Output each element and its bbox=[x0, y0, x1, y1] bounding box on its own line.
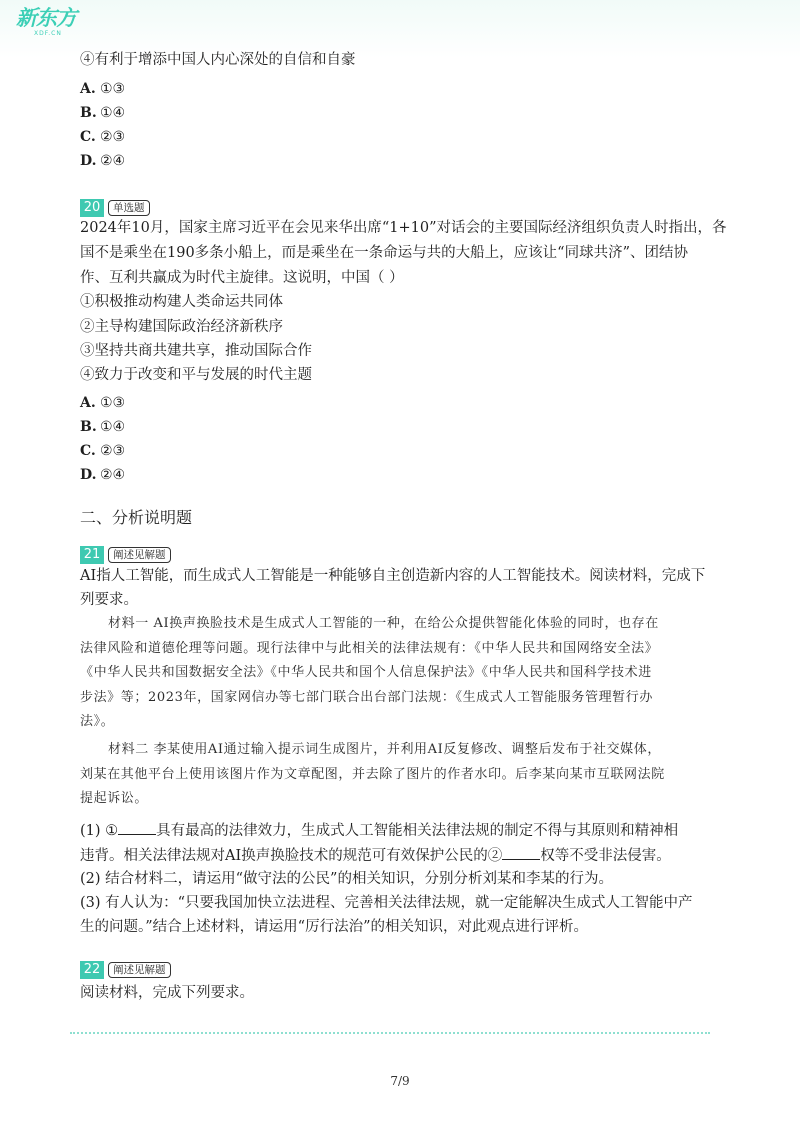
q19-option-c[interactable] bbox=[80, 127, 125, 147]
material2-line: 提起诉讼。 bbox=[80, 791, 149, 806]
q22-header bbox=[80, 961, 171, 979]
option-text: ②④ bbox=[100, 153, 126, 169]
material1-line: 材料一 AI换声换脸技术是生成式人工智能的一种，在给公众提供智能化体验的同时，也存在 bbox=[108, 616, 659, 631]
q20-header bbox=[80, 199, 150, 217]
q20-item: ④致力于改变和平与发展的时代主题 bbox=[80, 367, 312, 383]
q21-intro-line: 列要求。 bbox=[80, 592, 138, 608]
option-text: ①③ bbox=[100, 395, 126, 411]
q20-option-b[interactable] bbox=[80, 417, 125, 437]
sub-question-label: (1) ① bbox=[80, 823, 119, 839]
page-number: 7/9 bbox=[390, 1074, 410, 1088]
option-text: ②③ bbox=[100, 443, 126, 459]
q20-option-c[interactable] bbox=[80, 441, 125, 461]
sub-question-text: 违背。相关法律法规对AI换声换脸技术的规范可有效保护公民的② bbox=[80, 848, 503, 864]
q21-sub2: (2) 结合材料二，请运用“做守法的公民”的相关知识，分别分析刘某和李某的行为。 bbox=[80, 871, 613, 887]
answer-blank-2[interactable] bbox=[502, 845, 540, 860]
q19-item-4: ④有利于增添中国人内心深处的自信和自豪 bbox=[80, 52, 356, 68]
option-letter: A. bbox=[80, 395, 96, 411]
footer-divider bbox=[70, 1032, 710, 1034]
material2-line: 刘某在其他平台上使用该图片作为文章配图，并去除了图片的作者水印。后李某向某市互联网法院 bbox=[80, 767, 665, 782]
option-text: ②④ bbox=[100, 467, 126, 483]
brand-logo bbox=[16, 6, 76, 42]
section-title: 二、分析说明题 bbox=[80, 508, 193, 527]
sub-question-text: 具有最高的法律效力，生成式人工智能相关法律法规的制定不得与其原则和精神相 bbox=[156, 823, 679, 839]
q19-option-d[interactable] bbox=[80, 151, 125, 171]
q21-sub3-line: (3) 有人认为：“只要我国加快立法进程、完善相关法律法规，就一定能解决生成式人工智能中产 bbox=[80, 895, 693, 911]
q21-intro-line: AI指人工智能，而生成式人工智能是一种能够自主创造新内容的人工智能技术。阅读材料，完成下 bbox=[80, 568, 706, 584]
question-type-tag: 阐述见解题 bbox=[108, 962, 171, 978]
logo-text: 新东方 bbox=[16, 6, 76, 30]
option-letter: C. bbox=[80, 129, 96, 145]
material1-line: 《中华人民共和国数据安全法》《中华人民共和国个人信息保护法》《中华人民共和国科学技术进 bbox=[80, 665, 652, 680]
option-letter: C. bbox=[80, 443, 96, 459]
material2-line: 材料二 李某使用AI通过输入提示词生成图片，并利用AI反复修改、调整后发布于社交媒体， bbox=[108, 742, 661, 757]
q21-sub1-line1 bbox=[80, 820, 678, 841]
answer-blank-1[interactable] bbox=[118, 820, 156, 835]
logo-subtext: XDF.CN bbox=[34, 30, 62, 37]
question-type-tag: 单选题 bbox=[108, 200, 150, 216]
option-letter: D. bbox=[80, 153, 97, 169]
q20-stem-line: 2024年10月，国家主席习近平在会见来华出席“1+10”对话会的主要国际经济组织负责人时指出，各 bbox=[80, 220, 727, 236]
q19-option-b[interactable] bbox=[80, 103, 125, 123]
material1-line: 法》。 bbox=[80, 714, 115, 729]
material1-line: 步法》等；2023年，国家网信办等七部门联合出台部门法规：《生成式人工智能服务管理暂行办 bbox=[80, 690, 653, 705]
option-text: ①④ bbox=[100, 419, 126, 435]
q20-stem-line: 作、互利共赢成为时代主旋律。这说明，中国（ ） bbox=[80, 270, 404, 286]
q20-item: ①积极推动构建人类命运共同体 bbox=[80, 294, 283, 310]
q20-option-a[interactable] bbox=[80, 393, 125, 413]
option-letter: B. bbox=[80, 105, 97, 121]
sub-question-text: 权等不受非法侵害。 bbox=[540, 848, 671, 864]
q19-option-a[interactable] bbox=[80, 79, 125, 99]
q21-sub1-line2 bbox=[80, 845, 671, 866]
question-type-tag: 阐述见解题 bbox=[108, 547, 171, 563]
q20-stem-line: 国不是乘坐在190多条小船上，而是乘坐在一条命运与共的大船上，应该让“同球共济”、团结协 bbox=[80, 245, 688, 261]
option-letter: A. bbox=[80, 81, 96, 97]
q20-option-d[interactable] bbox=[80, 465, 125, 485]
material1-line: 法律风险和道德伦理等问题。现行法律中与此相关的法律法规有：《中华人民共和国网络安全法》 bbox=[80, 641, 659, 656]
option-letter: B. bbox=[80, 419, 97, 435]
question-number-badge: 22 bbox=[80, 961, 104, 979]
option-letter: D. bbox=[80, 467, 97, 483]
option-text: ①④ bbox=[100, 105, 126, 121]
option-text: ①③ bbox=[100, 81, 126, 97]
q21-sub3-line: 生的问题。”结合上述材料，请运用“厉行法治”的相关知识，对此观点进行评析。 bbox=[80, 919, 588, 935]
q20-item: ②主导构建国际政治经济新秩序 bbox=[80, 319, 283, 335]
q22-intro: 阅读材料，完成下列要求。 bbox=[80, 985, 254, 1001]
q20-item: ③坚持共商共建共享，推动国际合作 bbox=[80, 343, 312, 359]
question-number-badge: 20 bbox=[80, 199, 104, 217]
q21-header bbox=[80, 546, 171, 564]
option-text: ②③ bbox=[100, 129, 126, 145]
question-number-badge: 21 bbox=[80, 546, 104, 564]
